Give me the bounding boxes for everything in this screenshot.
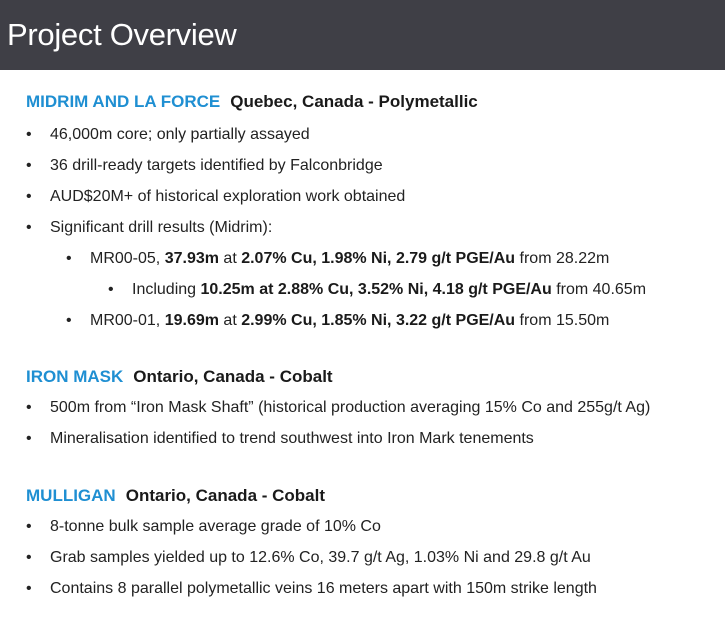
bullet-icon: •	[26, 157, 32, 174]
hole-id: MR00-05,	[90, 250, 165, 267]
bullet-text: 36 drill-ready targets identified by Falconbridge	[50, 157, 383, 174]
bullet-text: Significant drill results (Midrim):	[50, 219, 273, 236]
including-label: Including	[132, 281, 201, 298]
hole-id: MR00-01,	[90, 312, 165, 329]
list-item	[26, 542, 597, 573]
intercept-grades: 2.99% Cu, 1.85% Ni, 3.22 g/t PGE/Au	[241, 312, 516, 329]
list-item	[26, 119, 646, 150]
section-heading	[26, 91, 646, 113]
bullet-text: 8-tonne bulk sample average grade of 10% Co	[50, 518, 381, 535]
bullet-icon: •	[26, 580, 32, 597]
at-text: at	[218, 312, 242, 329]
intercept-width: 37.93m	[164, 250, 219, 267]
list-item	[26, 573, 597, 604]
bullet-icon: •	[108, 281, 114, 298]
section-mulligan	[26, 485, 597, 604]
drill-result-item	[66, 305, 646, 336]
project-location: Ontario, Canada - Cobalt	[133, 367, 333, 386]
page-title: Project Overview	[7, 17, 237, 52]
intercept-width: 19.69m	[164, 312, 219, 329]
list-item	[26, 212, 646, 243]
from-depth: from 15.50m	[515, 312, 610, 329]
bullet-text: Mineralisation identified to trend southwest into Iron Mark tenements	[50, 430, 534, 447]
bullet-text: Grab samples yielded up to 12.6% Co, 39.7 g/t Ag, 1.03% Ni and 29.8 g/t Au	[50, 549, 591, 566]
bullet-text: 46,000m core; only partially assayed	[50, 126, 310, 143]
bullet-icon: •	[66, 312, 72, 329]
section-heading	[26, 485, 597, 507]
bullet-text: AUD$20M+ of historical exploration work obtained	[50, 188, 406, 205]
bullet-icon: •	[26, 518, 32, 535]
bullet-text: Contains 8 parallel polymetallic veins 16 meters apart with 150m strike length	[50, 580, 597, 597]
intercept-grades: 2.07% Cu, 1.98% Ni, 2.79 g/t PGE/Au	[241, 250, 516, 267]
intercept-detail: 10.25m at 2.88% Cu, 3.52% Ni, 4.18 g/t PGE/Au	[200, 281, 552, 298]
list-item	[26, 511, 597, 542]
bullet-icon: •	[66, 250, 72, 267]
section-midrim	[26, 91, 646, 336]
project-name: MIDRIM AND LA FORCE	[26, 92, 221, 111]
title-bar	[0, 0, 725, 70]
bullet-icon: •	[26, 188, 32, 205]
drill-result-item	[66, 243, 646, 274]
section-iron-mask	[26, 366, 650, 454]
from-depth: from 40.65m	[551, 281, 647, 298]
project-name: IRON MASK	[26, 367, 124, 386]
bullet-icon: •	[26, 430, 32, 447]
drill-result-sub-item	[108, 274, 646, 305]
list-item	[26, 423, 650, 454]
bullet-icon: •	[26, 219, 32, 236]
bullet-icon: •	[26, 399, 32, 416]
list-item	[26, 181, 646, 212]
section-heading	[26, 366, 650, 388]
bullet-text: 500m from “Iron Mask Shaft” (historical production averaging 15% Co and 255g/t Ag)	[50, 399, 651, 416]
list-item	[26, 150, 646, 181]
at-text: at	[218, 250, 242, 267]
project-location: Ontario, Canada - Cobalt	[125, 486, 326, 505]
from-depth: from 28.22m	[515, 250, 610, 267]
project-location: Quebec, Canada - Polymetallic	[230, 92, 478, 111]
list-item	[26, 392, 650, 423]
bullet-icon: •	[26, 126, 32, 143]
project-name: MULLIGAN	[26, 486, 116, 505]
bullet-icon: •	[26, 549, 32, 566]
